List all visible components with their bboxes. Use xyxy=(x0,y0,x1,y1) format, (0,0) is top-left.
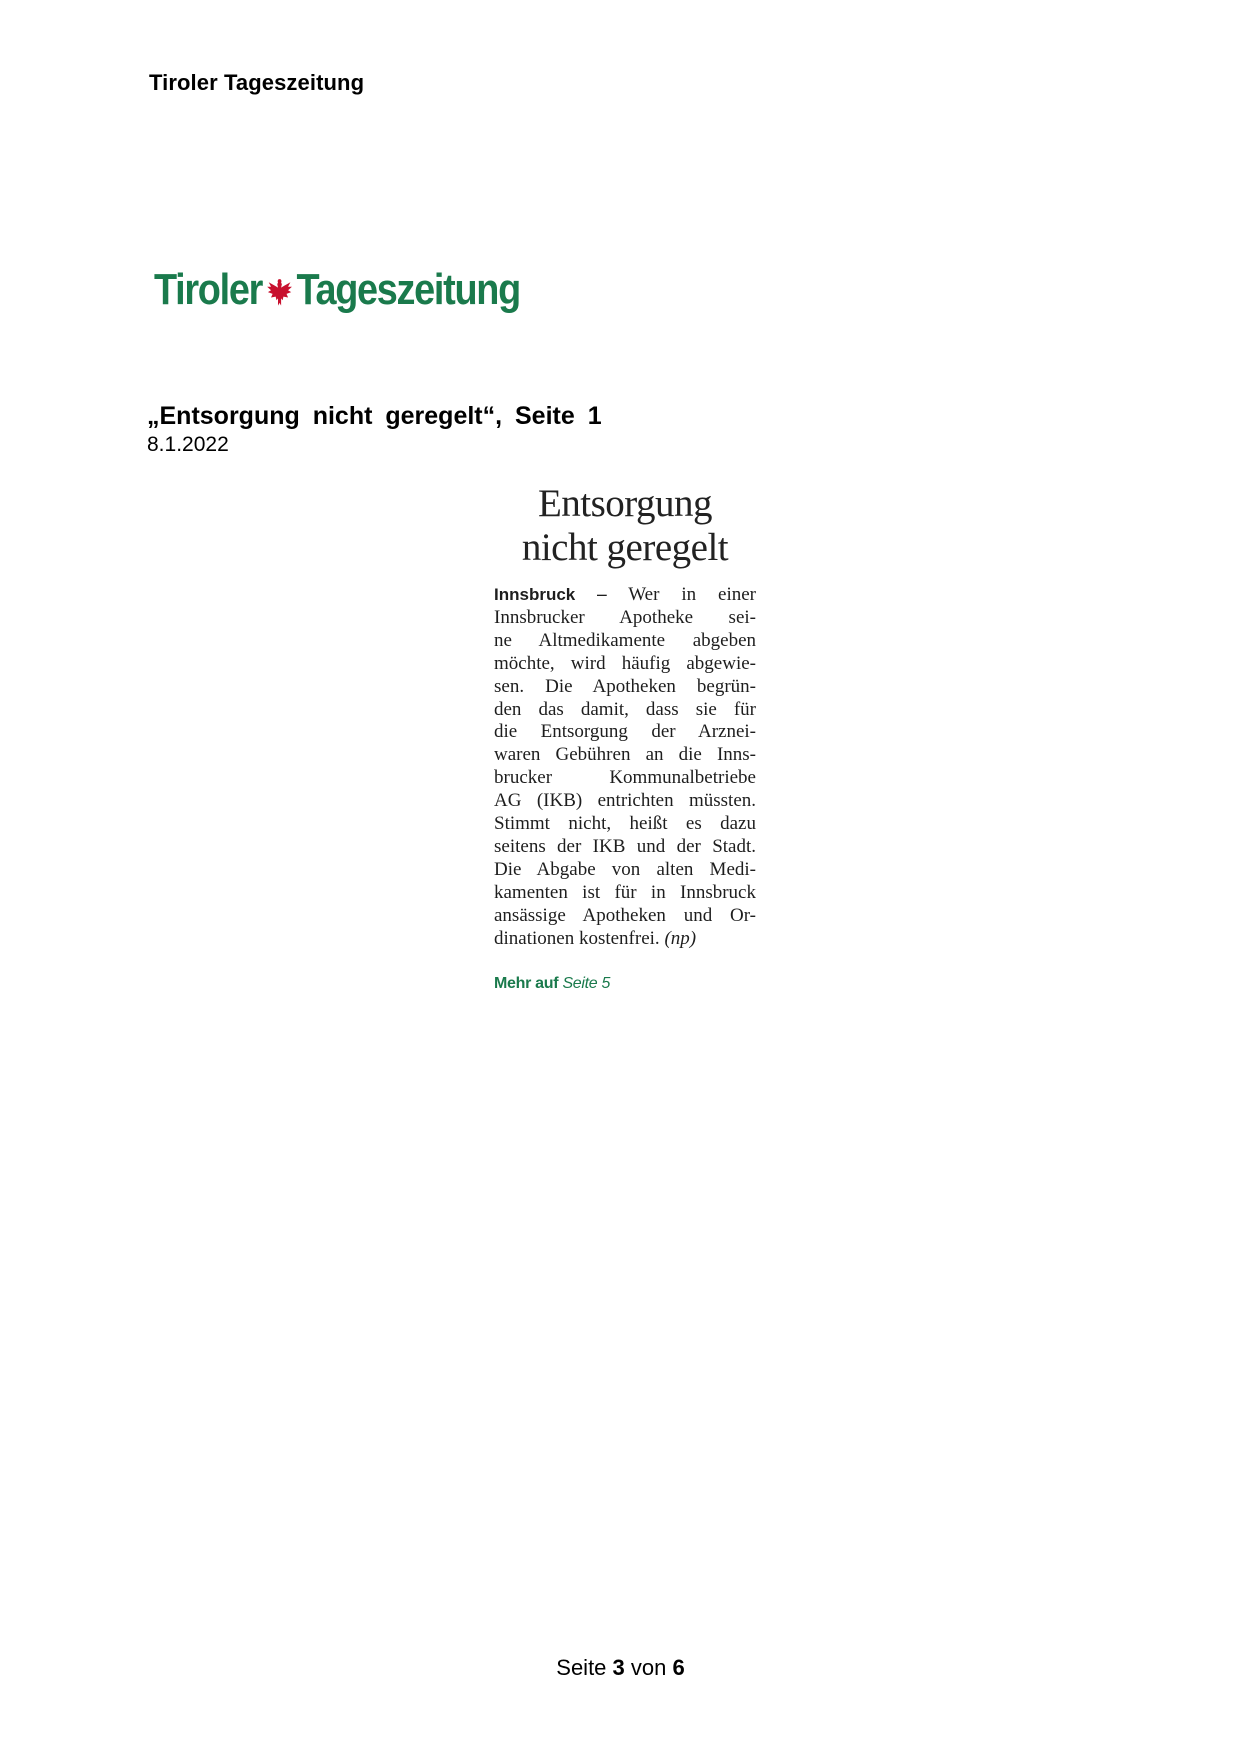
article-line: den das damit, dass sie für xyxy=(494,698,756,720)
tyrolean-eagle-icon xyxy=(264,272,295,308)
article-clipping xyxy=(494,482,756,993)
article-line: seitens der IKB und der Stadt. xyxy=(494,835,756,857)
more-page: Seite 5 xyxy=(562,974,611,992)
more-label: Mehr auf xyxy=(494,974,559,992)
newspaper-logo xyxy=(154,262,520,318)
headline-line: nicht geregelt xyxy=(521,526,729,569)
article-line: Die Abgabe von alten Medi- xyxy=(494,858,756,880)
article-headline xyxy=(494,482,756,570)
article-line: sen. Die Apotheken begrün- xyxy=(494,675,756,697)
footer-middle: von xyxy=(624,1655,673,1680)
article-line-text: Wer in einer xyxy=(606,584,756,605)
logo-word-left: Tiroler xyxy=(154,265,263,314)
article-line-text: dinationen kostenfrei. xyxy=(494,927,665,949)
source-header: Tiroler Tageszeitung xyxy=(149,70,365,95)
article-line xyxy=(494,584,756,607)
clip-date: 8.1.2022 xyxy=(147,433,229,456)
logo-word-right: Tageszeitung xyxy=(296,265,520,314)
article-line: die Entsorgung der Arznei- xyxy=(494,721,756,743)
article-line: Stimmt nicht, heißt es dazu xyxy=(494,813,756,835)
article-line: brucker Kommunalbetriebe xyxy=(494,767,756,789)
article-line xyxy=(494,928,756,951)
page-footer xyxy=(0,1655,1241,1681)
article-line: ne Altmedikamente abgeben xyxy=(494,629,756,651)
article-dateline: Innsbruck xyxy=(494,585,576,604)
footer-total-pages: 6 xyxy=(672,1655,685,1680)
article-line: Innsbrucker Apotheke sei- xyxy=(494,606,756,628)
article-line: waren Gebühren an die Inns- xyxy=(494,744,756,766)
dateline-dash: – xyxy=(575,584,607,605)
clip-title: „Entsorgung nicht geregelt“, Seite 1 xyxy=(147,402,602,430)
more-reference xyxy=(494,975,756,993)
article-line: AG (IKB) entrichten müssten. xyxy=(494,790,756,812)
article-line: kamenten ist für in Innsbruck xyxy=(494,881,756,903)
article-author: (np) xyxy=(664,927,697,949)
headline-line: Entsorgung xyxy=(537,482,713,525)
footer-prefix: Seite xyxy=(556,1655,613,1680)
article-line: ansässige Apotheken und Or- xyxy=(494,904,756,926)
article-line: möchte, wird häufig abgewie- xyxy=(494,652,756,674)
footer-current-page: 3 xyxy=(612,1655,625,1680)
article-body xyxy=(494,584,756,951)
